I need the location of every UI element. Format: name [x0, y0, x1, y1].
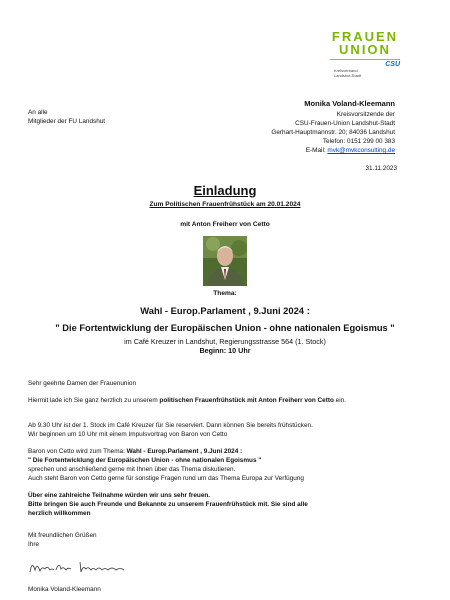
- invitation-text-post: ein.: [333, 397, 346, 404]
- topic-line3: sprechen und anschließend gerne mit Ihnen über das Thema diskutieren.: [28, 466, 236, 473]
- sender-email-row: [271, 146, 395, 155]
- sender-address: Gerhart-Hauptmannstr. 20; 84036 Landshut: [271, 129, 395, 136]
- topic-line1: [28, 447, 408, 456]
- closing-request-line3: herzlich willkommen: [28, 510, 91, 517]
- letter-date: 31.11.2023: [365, 165, 397, 172]
- schedule-line2: Wir beginnen um 10 Uhr mit einem Impulsvortrag von Baron von Cetto: [28, 431, 228, 438]
- signature-icon: [28, 556, 138, 578]
- sender-email-label: E-Mail:: [305, 147, 326, 154]
- sender-email-link[interactable]: mvk@mvkconsulting.de: [327, 147, 395, 154]
- signature-name: Monika Voland-Kleemann: [28, 586, 101, 593]
- logo-divider: [330, 59, 400, 60]
- logo-csu: CSU: [385, 61, 400, 68]
- paragraph-schedule: [28, 421, 408, 439]
- sender-org: CSU-Frauen-Union Landshut-Stadt: [295, 120, 395, 127]
- closing-block: [28, 531, 408, 549]
- speaker-portrait-icon: [203, 236, 247, 286]
- event-subtitle: Zum Politischen Frauenfrühstück am 20.01.2024: [149, 201, 301, 208]
- sender-block: [271, 99, 395, 155]
- paragraph-closing-request: [28, 491, 408, 518]
- sender-name: Monika Voland-Kleemann: [304, 99, 395, 108]
- invitation-text-pre: Hiermit lade ich Sie ganz herzlich zu unserem: [28, 397, 160, 404]
- salutation: Sehr geehrte Damen der Frauenunion: [28, 380, 136, 387]
- start-time: Beginn: 10 Uhr: [199, 346, 251, 355]
- page-title: Einladung: [193, 183, 257, 198]
- logo-text-frauen: FRAUEN: [331, 29, 399, 44]
- speaker-photo: [203, 236, 247, 286]
- topic-line1-pre: Baron von Cetto wird zum Thema:: [28, 448, 127, 455]
- recipient-block: [28, 108, 105, 126]
- thema-heading: Wahl - Europ.Parlament , 9.Juni 2024 :: [140, 305, 310, 316]
- recipient-line1: An alle: [28, 109, 48, 116]
- paragraph-invitation: [28, 396, 408, 405]
- thema-label: Thema:: [213, 290, 237, 297]
- logo-text-union: UNION: [339, 42, 391, 57]
- guest-line: mit Anton Freiherr von Cetto: [180, 221, 270, 228]
- logo-sub-kreisverband: Kreisverband: [334, 68, 358, 73]
- logo-sub-landshut: Landshut-Stadt: [334, 73, 362, 78]
- topic-line4: Auch steht Baron von Cetto gerne für sonstige Fragen rund um das Thema Europa zur Verfügung: [28, 475, 304, 482]
- sender-phone: Telefon: 0151 299 00 383: [322, 138, 395, 145]
- venue-line: im Café Kreuzer in Landshut, Regierungsstrasse 564 (1. Stock): [124, 337, 326, 346]
- topic-line2: " Die Fortentwicklung der Europäischen Union - ohne nationalen Egoismus ": [28, 457, 262, 464]
- recipient-line2: Mitglieder der FU Landshut: [28, 118, 106, 125]
- closing-greeting: Mit freundlichen Grüßen: [28, 532, 97, 539]
- handwritten-signature: [28, 556, 138, 583]
- closing-request-line2: Bitte bringen Sie auch Freunde und Bekannte zu unserem Frauenfrühstück mit. Sie sind alle: [28, 501, 308, 508]
- closing-ihre: Ihre: [28, 541, 40, 548]
- topic-line1-bold: Wahl - Europ.Parlament , 9.Juni 2024 :: [126, 448, 243, 455]
- paragraph-topic: [28, 447, 408, 483]
- closing-request-line1: Über eine zahlreiche Teilnahme würden wir uns sehr freuen.: [28, 492, 211, 499]
- frauen-union-logo: [330, 30, 400, 78]
- invitation-text-bold: politischen Frauenfrühstück mit Anton Freiherr von Cetto: [159, 397, 334, 404]
- sender-role: Kreisvorsitzende der: [336, 111, 395, 118]
- thema-quote: " Die Fortentwicklung der Europäischen Union - ohne nationalen Egoismus ": [55, 323, 395, 333]
- schedule-line1: Ab 9.30 Uhr ist der 1. Stock im Café Kreuzer für Sie reserviert. Dann können Sie bereits frühstücken.: [28, 422, 313, 429]
